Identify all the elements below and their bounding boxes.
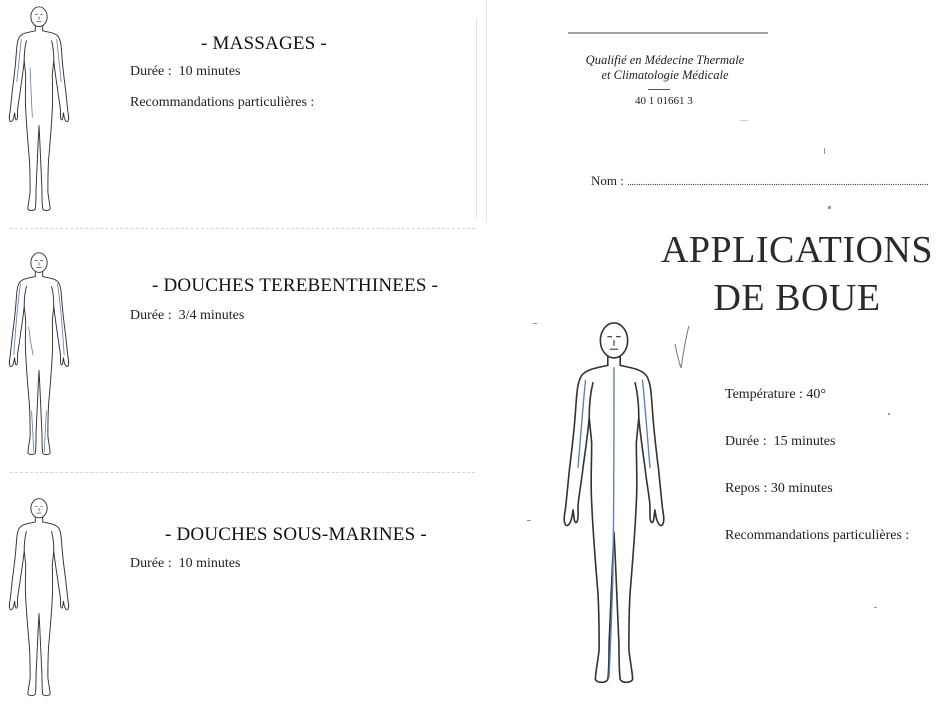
card-title-douches-terebenthinees: - DOUCHES TEREBENTHINEES -	[152, 275, 439, 296]
duration-line	[130, 556, 240, 572]
duration-line	[130, 308, 244, 324]
card-title-massages: - MASSAGES -	[201, 33, 327, 54]
body-figure-large	[552, 318, 676, 692]
body-figure	[2, 4, 76, 216]
card-separator	[10, 472, 475, 473]
duration-label: Durée :	[130, 308, 172, 323]
duration-label: Durée :	[130, 64, 172, 79]
duration-value: 10 minutes	[178, 64, 241, 79]
duration-value: 15 minutes	[773, 434, 836, 449]
sheet-separator	[486, 0, 487, 222]
sheet-title-line-2: DE BOUE	[713, 277, 881, 319]
scan-speck	[828, 206, 831, 209]
scan-speck	[824, 148, 825, 154]
short-rule	[648, 89, 670, 90]
name-field	[591, 173, 946, 189]
sheet-title-line-1: APPLICATIONS	[660, 229, 934, 271]
rest-duration: Repos : 30 minutes	[725, 481, 833, 496]
redacted-header	[568, 22, 768, 34]
scan-speck	[740, 120, 748, 121]
scan-speck	[874, 607, 877, 608]
duration-value: 3/4 minutes	[178, 308, 245, 323]
card-separator	[10, 228, 475, 229]
body-figure	[2, 496, 76, 701]
scan-speck	[888, 413, 890, 415]
temperature: Température : 40°	[725, 387, 827, 402]
practitioner-number: 40 1 01661 3	[635, 95, 693, 107]
duration-label: Durée :	[725, 434, 767, 449]
qualification-line-1: Qualifié en Médecine Thermale	[585, 53, 745, 67]
scan-speck	[533, 323, 537, 324]
body-figure	[2, 250, 76, 460]
recommendations-label: Recommandations particulières :	[725, 528, 910, 543]
duration-line	[130, 64, 240, 80]
scan-speck	[527, 520, 531, 521]
name-dots: ......................................................................................................................................	[627, 177, 929, 187]
sheet-separator	[476, 18, 477, 218]
recommendations-label: Recommandations particulières :	[130, 95, 315, 110]
qualification-line-2: et Climatologie Médicale	[601, 68, 729, 82]
duration-value: 10 minutes	[178, 556, 241, 571]
duration-label: Durée :	[130, 556, 172, 571]
duration-line	[725, 434, 835, 450]
card-title-douches-sous-marines: - DOUCHES SOUS-MARINES -	[165, 524, 427, 545]
name-label: Nom :	[591, 173, 624, 188]
